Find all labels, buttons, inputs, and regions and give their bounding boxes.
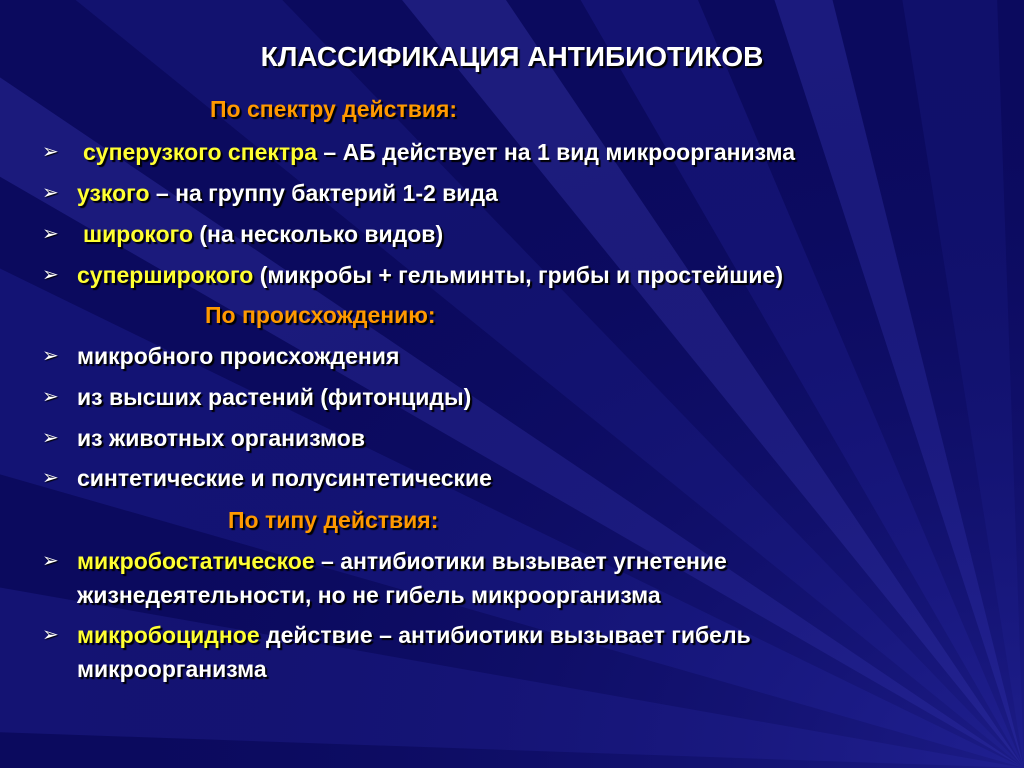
- list-item: [77, 343, 399, 369]
- section-heading-action-type: По типу действия:: [228, 507, 439, 533]
- item-emphasis: широкого: [83, 221, 193, 247]
- item-text: действие – антибиотики вызывает гибель: [259, 622, 751, 648]
- bullet-arrow-icon: ➢: [42, 264, 59, 286]
- list-item: [77, 548, 727, 574]
- list-item: [77, 425, 365, 451]
- bullet-arrow-icon: ➢: [42, 223, 59, 245]
- item-text: (микробы + гельминты, грибы и простейшие): [253, 262, 784, 288]
- bullet-arrow-icon: ➢: [42, 345, 59, 367]
- list-item: [77, 465, 492, 491]
- list-item: [77, 262, 783, 288]
- bullet-arrow-icon: ➢: [42, 182, 59, 204]
- item-text: из высших растений (фитонциды): [77, 384, 472, 410]
- item-emphasis: микробостатическое: [77, 548, 315, 574]
- section-heading-spectrum: По спектру действия:: [210, 96, 458, 122]
- item-emphasis: узкого: [77, 180, 150, 206]
- list-item: [83, 139, 795, 165]
- item-text: микробного происхождения: [77, 343, 400, 369]
- item-text: – на группу бактерий 1-2 вида: [149, 180, 498, 206]
- list-item: [83, 221, 443, 247]
- bullet-arrow-icon: ➢: [42, 467, 59, 489]
- bullet-arrow-icon: ➢: [42, 141, 59, 163]
- item-text: – АБ действует на 1 вид микроорганизма: [317, 139, 796, 165]
- bullet-arrow-icon: ➢: [42, 550, 59, 572]
- bullet-arrow-icon: ➢: [42, 624, 59, 646]
- item-emphasis: суперузкого спектра: [83, 139, 317, 165]
- list-item: [77, 180, 498, 206]
- item-text: – антибиотики вызывает угнетение: [314, 548, 727, 574]
- section-heading-origin: По происхождению:: [205, 302, 436, 328]
- item-emphasis: микробоцидное: [77, 622, 260, 648]
- item-emphasis: суперширокого: [77, 262, 254, 288]
- list-item-continuation: микроорганизма: [77, 656, 267, 682]
- bullet-arrow-icon: ➢: [42, 386, 59, 408]
- item-text: (на несколько видов): [193, 221, 444, 247]
- list-item: [77, 622, 751, 648]
- list-item-continuation: жизнедеятельности, но не гибель микроорганизма: [77, 582, 661, 608]
- slide-title: КЛАССИФИКАЦИЯ АНТИБИОТИКОВ: [260, 41, 764, 72]
- bullet-arrow-icon: ➢: [42, 427, 59, 449]
- item-text: из животных организмов: [77, 425, 365, 451]
- item-text: синтетические и полусинтетические: [77, 465, 492, 491]
- list-item: [77, 384, 471, 410]
